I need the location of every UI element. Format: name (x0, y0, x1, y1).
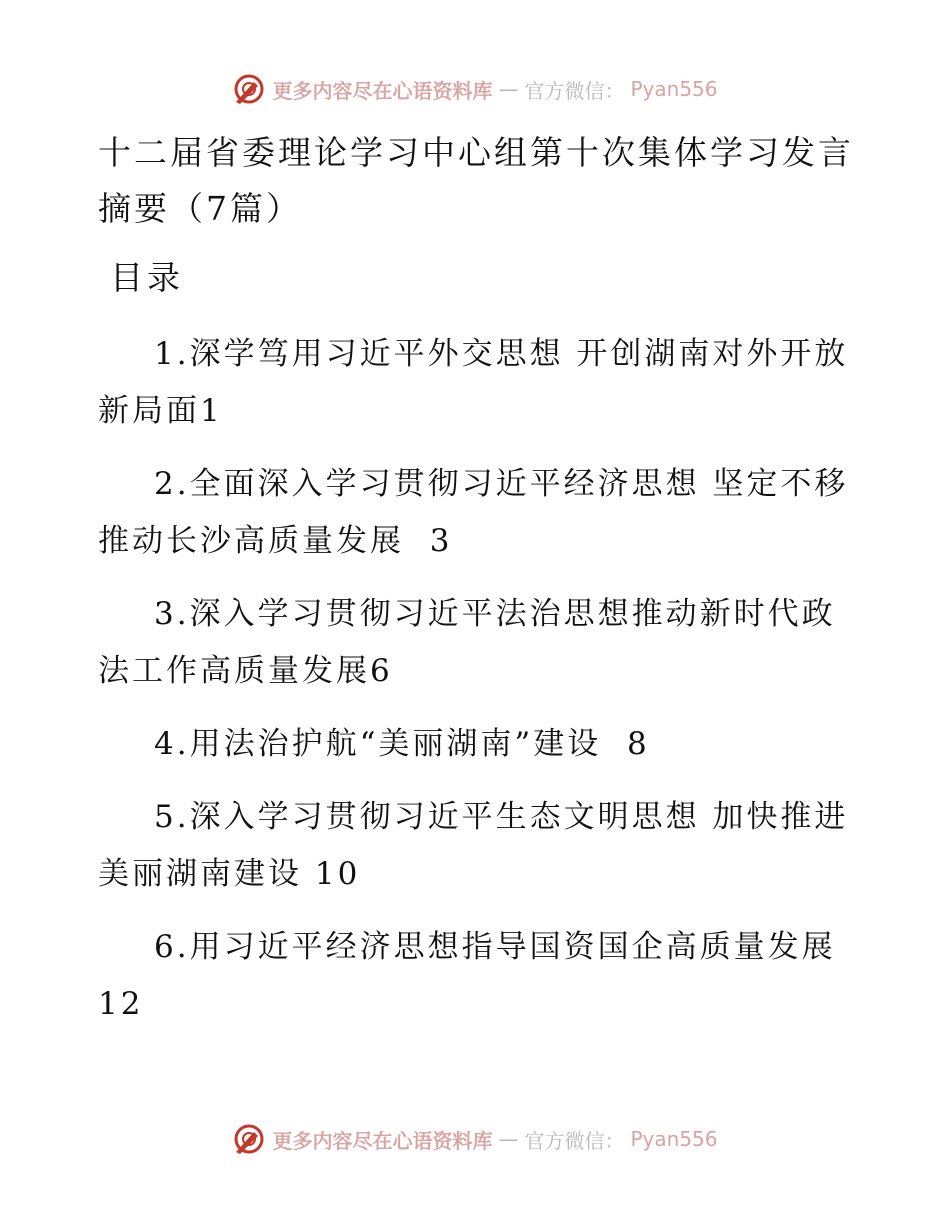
toc-item[interactable] (98, 789, 858, 903)
document-title: 十二届省委理论学习中心组第十次集体学习发言摘要（7篇） (98, 133, 854, 228)
toc-item[interactable] (98, 326, 858, 440)
watermark-top (0, 72, 950, 106)
pen-logo-icon (232, 72, 266, 106)
toc-item-page: 12 (98, 986, 144, 1022)
toc-item-text: 2.全面深入学习贯彻习近平经济思想 坚定不移推动长沙高质量发展 (98, 466, 849, 559)
watermark-separator: — (498, 77, 519, 101)
toc-item-text: 4.用法治护航“美丽湖南”建设 (154, 726, 602, 762)
toc-item[interactable] (98, 586, 858, 700)
toc-item[interactable] (98, 716, 858, 773)
toc-item-text: 3.深入学习贯彻习近平法治思想推动新时代政法工作高质量发展 (98, 596, 836, 689)
toc-item-text: 1.深学笃用习近平外交思想 开创湖南对外开放新局面 (98, 336, 849, 429)
toc-item-page: 8 (627, 726, 650, 762)
table-of-contents (98, 326, 858, 1049)
watermark-id: Pyan556 (630, 77, 718, 101)
toc-heading: 目录 (110, 258, 184, 297)
toc-item-page: 1 (200, 393, 223, 429)
watermark-label: 官方微信： (524, 78, 625, 103)
toc-item-text: 6.用习近平经济思想指导国资国企高质量发展 (154, 929, 836, 965)
watermark-text: 更多内容尽在心语资料库 (272, 78, 493, 103)
toc-item-page: 6 (370, 653, 393, 689)
toc-item[interactable] (98, 919, 858, 1033)
watermark-text: 更多内容尽在心语资料库 (272, 1128, 493, 1153)
toc-item-page: 3 (429, 523, 453, 559)
watermark-label: 官方微信： (524, 1128, 625, 1153)
watermark-separator: — (498, 1127, 519, 1151)
watermark-bottom (0, 1122, 950, 1156)
watermark-id: Pyan556 (630, 1127, 718, 1151)
pen-logo-icon (232, 1122, 266, 1156)
toc-item-page: 10 (314, 856, 361, 892)
toc-item-text: 5.深入学习贯彻习近平生态文明思想 加快推进美丽湖南建设 (98, 799, 849, 892)
toc-item[interactable] (98, 456, 858, 570)
